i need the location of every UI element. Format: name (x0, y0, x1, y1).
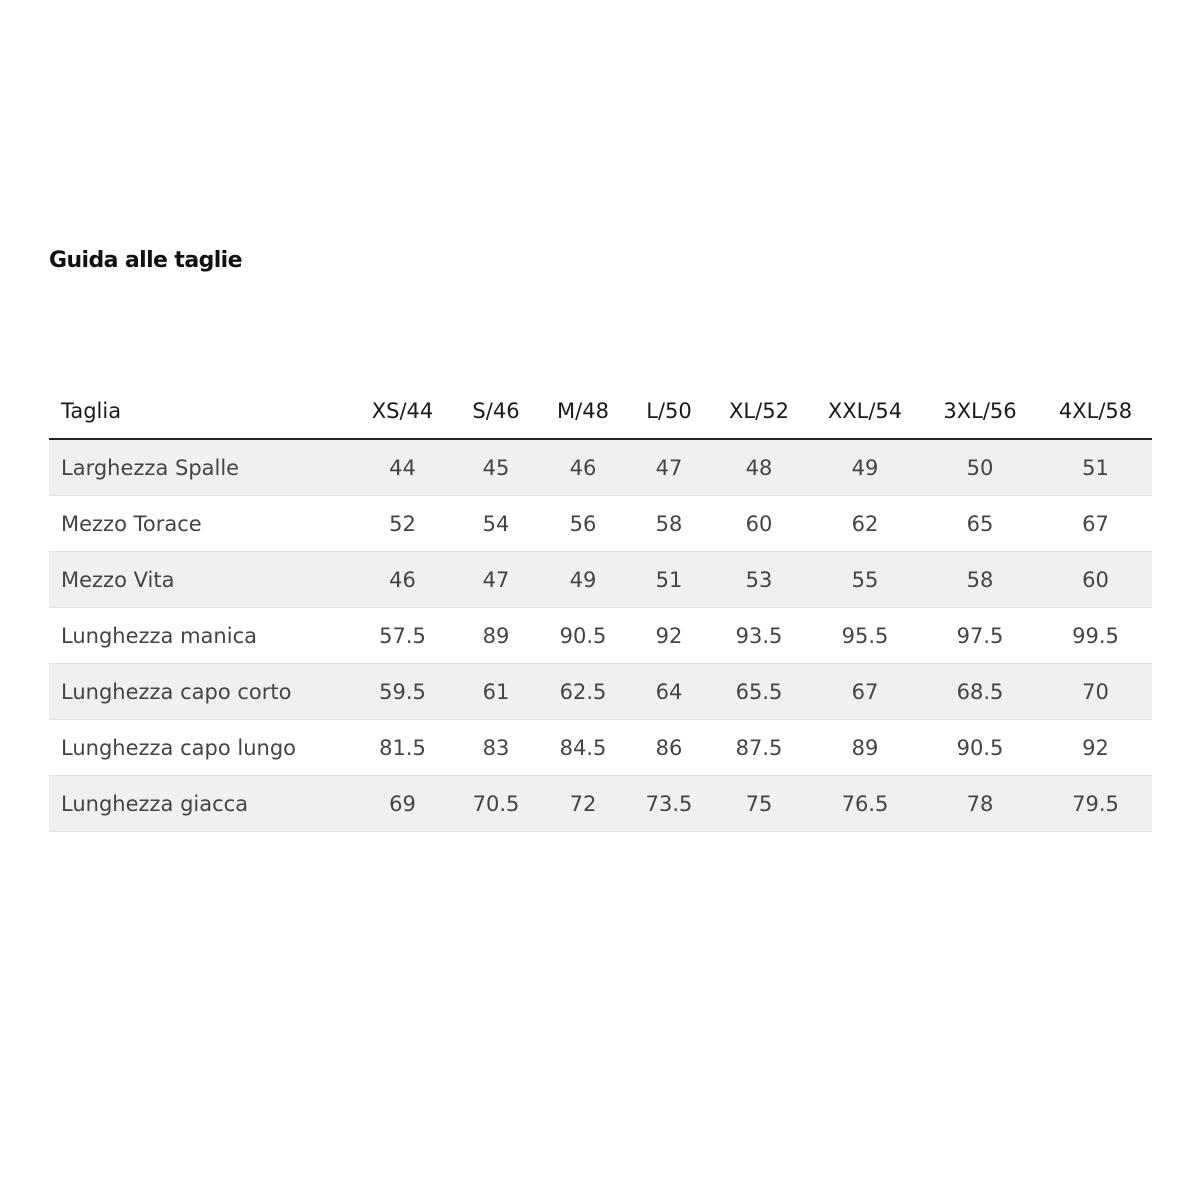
measurement-cell: 57.5 (350, 608, 455, 664)
measurement-cell: 49 (809, 439, 921, 496)
size-header-cell: XXL/54 (809, 384, 921, 439)
measurement-cell: 70 (1039, 664, 1152, 720)
measurement-cell: 45 (455, 439, 537, 496)
measurement-cell: 90.5 (921, 720, 1039, 776)
table-row (49, 552, 1152, 608)
measurement-cell: 76.5 (809, 776, 921, 832)
measurement-cell: 70.5 (455, 776, 537, 832)
measurement-cell: 81.5 (350, 720, 455, 776)
size-header-cell: 4XL/58 (1039, 384, 1152, 439)
table-row (49, 720, 1152, 776)
measurement-cell: 65 (921, 496, 1039, 552)
measurement-cell: 56 (537, 496, 629, 552)
row-label-cell: Lunghezza capo lungo (49, 720, 350, 776)
measurement-cell: 97.5 (921, 608, 1039, 664)
measurement-cell: 60 (709, 496, 809, 552)
header-row (49, 384, 1152, 439)
row-label-cell: Mezzo Vita (49, 552, 350, 608)
table-row (49, 608, 1152, 664)
page-title: Guida alle taglie (49, 248, 242, 273)
measurement-cell: 44 (350, 439, 455, 496)
header-label-cell: Taglia (49, 384, 350, 439)
measurement-cell: 92 (1039, 720, 1152, 776)
row-label-cell: Lunghezza manica (49, 608, 350, 664)
size-header-cell: XS/44 (350, 384, 455, 439)
table-row (49, 664, 1152, 720)
measurement-cell: 52 (350, 496, 455, 552)
measurement-cell: 58 (629, 496, 709, 552)
measurement-cell: 72 (537, 776, 629, 832)
measurement-cell: 51 (1039, 439, 1152, 496)
measurement-cell: 47 (629, 439, 709, 496)
measurement-cell: 68.5 (921, 664, 1039, 720)
measurement-cell: 89 (809, 720, 921, 776)
size-guide-table (49, 384, 1152, 832)
measurement-cell: 65.5 (709, 664, 809, 720)
size-header-cell: M/48 (537, 384, 629, 439)
measurement-cell: 53 (709, 552, 809, 608)
measurement-cell: 69 (350, 776, 455, 832)
measurement-cell: 92 (629, 608, 709, 664)
table-header (49, 384, 1152, 439)
measurement-cell: 59.5 (350, 664, 455, 720)
measurement-cell: 62.5 (537, 664, 629, 720)
size-header-cell: L/50 (629, 384, 709, 439)
measurement-cell: 48 (709, 439, 809, 496)
measurement-cell: 64 (629, 664, 709, 720)
measurement-cell: 93.5 (709, 608, 809, 664)
measurement-cell: 61 (455, 664, 537, 720)
size-header-cell: S/46 (455, 384, 537, 439)
table-row (49, 496, 1152, 552)
measurement-cell: 46 (537, 439, 629, 496)
measurement-cell: 49 (537, 552, 629, 608)
size-header-cell: 3XL/56 (921, 384, 1039, 439)
table-body (49, 439, 1152, 832)
table-row (49, 439, 1152, 496)
measurement-cell: 89 (455, 608, 537, 664)
measurement-cell: 73.5 (629, 776, 709, 832)
measurement-cell: 47 (455, 552, 537, 608)
measurement-cell: 62 (809, 496, 921, 552)
measurement-cell: 55 (809, 552, 921, 608)
measurement-cell: 86 (629, 720, 709, 776)
row-label-cell: Mezzo Torace (49, 496, 350, 552)
measurement-cell: 51 (629, 552, 709, 608)
row-label-cell: Larghezza Spalle (49, 439, 350, 496)
measurement-cell: 90.5 (537, 608, 629, 664)
measurement-cell: 87.5 (709, 720, 809, 776)
row-label-cell: Lunghezza capo corto (49, 664, 350, 720)
measurement-cell: 75 (709, 776, 809, 832)
measurement-cell: 83 (455, 720, 537, 776)
measurement-cell: 67 (809, 664, 921, 720)
measurement-cell: 95.5 (809, 608, 921, 664)
measurement-cell: 79.5 (1039, 776, 1152, 832)
measurement-cell: 84.5 (537, 720, 629, 776)
table-row (49, 776, 1152, 832)
size-header-cell: XL/52 (709, 384, 809, 439)
measurement-cell: 46 (350, 552, 455, 608)
measurement-cell: 78 (921, 776, 1039, 832)
measurement-cell: 99.5 (1039, 608, 1152, 664)
measurement-cell: 60 (1039, 552, 1152, 608)
measurement-cell: 58 (921, 552, 1039, 608)
measurement-cell: 54 (455, 496, 537, 552)
measurement-cell: 50 (921, 439, 1039, 496)
row-label-cell: Lunghezza giacca (49, 776, 350, 832)
measurement-cell: 67 (1039, 496, 1152, 552)
